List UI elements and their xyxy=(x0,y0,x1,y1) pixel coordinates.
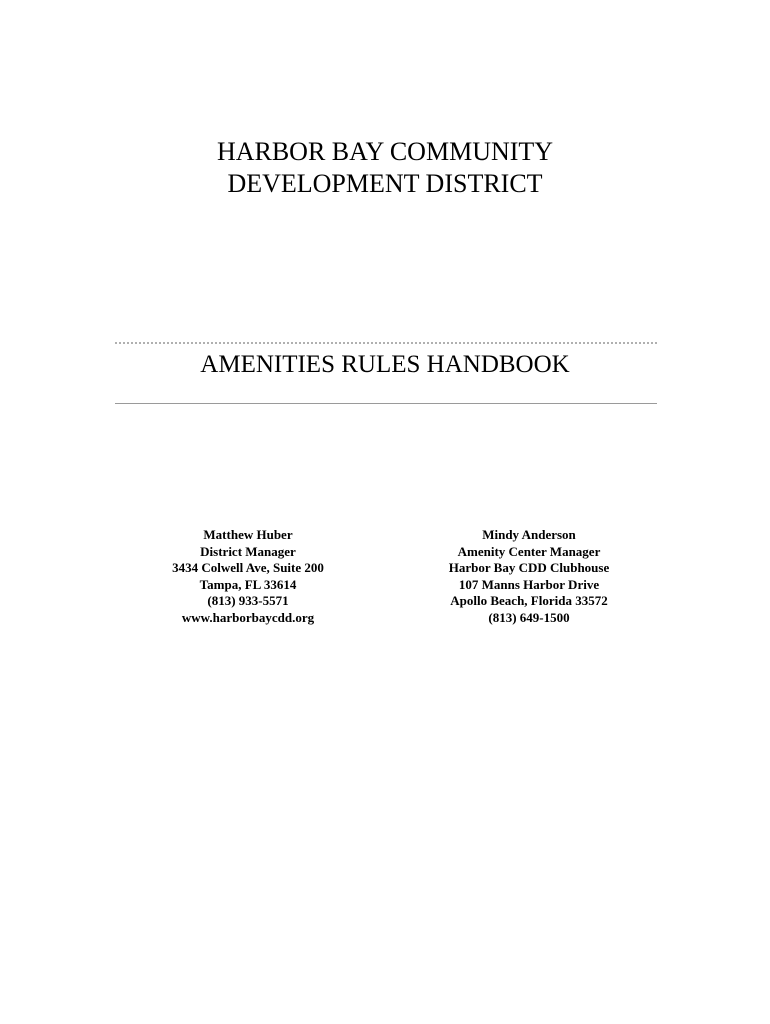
contact-address-line-1: 107 Manns Harbor Drive xyxy=(458,576,600,592)
district-name-line-2: DEVELOPMENT DISTRICT xyxy=(227,169,543,198)
contact-role: Amenity Center Manager xyxy=(457,543,601,559)
contact-website: www.harborbaycdd.org xyxy=(181,609,315,625)
amenity-manager-contact xyxy=(415,527,643,626)
contact-name: Matthew Huber xyxy=(203,527,293,542)
contact-phone: (813) 933-5571 xyxy=(207,593,289,608)
contact-role: District Manager xyxy=(200,543,296,559)
handbook-title: AMENITIES RULES HANDBOOK xyxy=(200,351,570,378)
contact-phone: (813) 649-1500 xyxy=(488,609,570,625)
contact-location: Harbor Bay CDD Clubhouse xyxy=(448,560,610,575)
contact-address-line-1: 3434 Colwell Ave, Suite 200 xyxy=(172,560,324,575)
contact-address-line-2: Tampa, FL 33614 xyxy=(199,576,297,592)
district-name-heading xyxy=(0,136,770,200)
bottom-divider xyxy=(115,403,657,404)
district-name-line-1: HARBOR BAY COMMUNITY xyxy=(216,137,554,166)
top-divider xyxy=(115,342,657,344)
district-manager-contact xyxy=(134,527,362,626)
contact-address-line-2: Apollo Beach, Florida 33572 xyxy=(450,593,608,608)
contact-name: Mindy Anderson xyxy=(482,527,576,542)
